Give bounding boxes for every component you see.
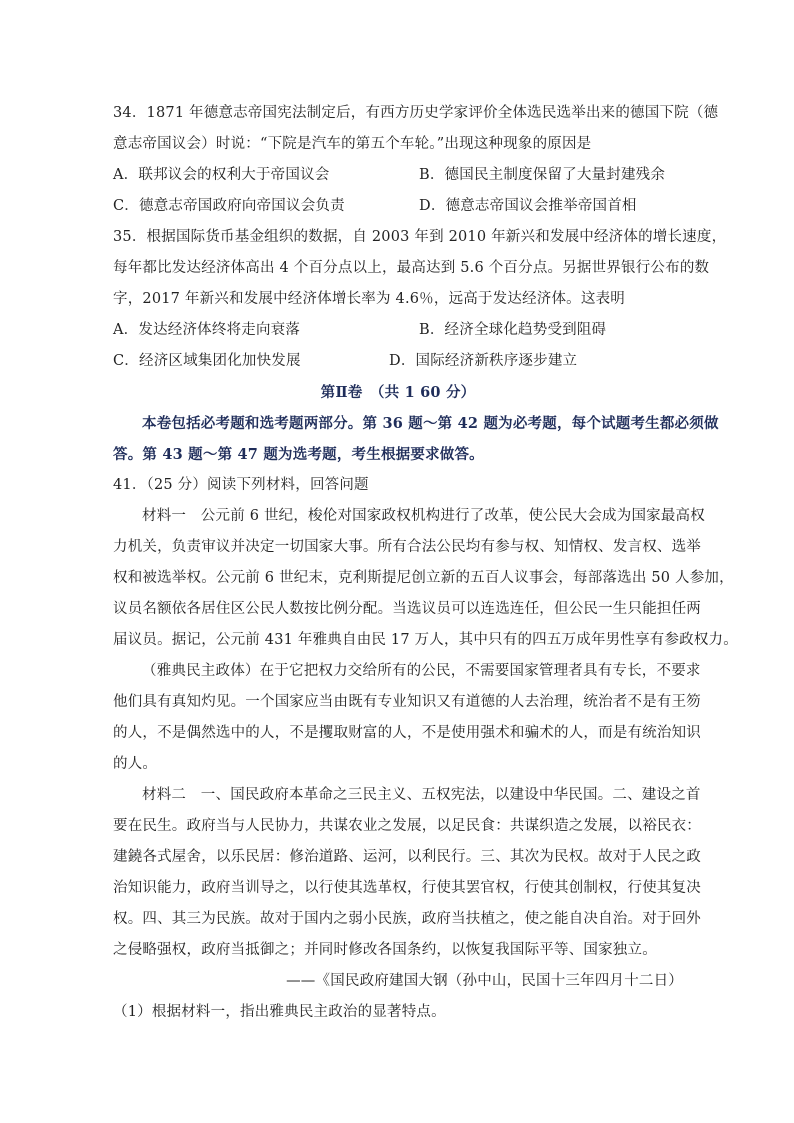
- material-1-line-1: 材料一 公元前 6 世纪，梭伦对国家政权机构进行了改革，使公民大会成为国家最高权: [142, 508, 705, 524]
- section-2-title: 第Ⅱ卷 （共 1 60 分）: [320, 384, 476, 401]
- material-1-quote-line-1: （雅典民主政体）在于它把权力交给所有的公民，不需要国家管理者具有专长，不要求: [142, 663, 701, 679]
- q35-option-c: C．经济区域集团化加快发展: [113, 353, 301, 369]
- q34-options-row-1: [113, 160, 683, 191]
- section-2-intro-line-1: 本卷包括必考题和选考题两部分。第 36 题～第 42 题为必考题，每个试题考生都必须做: [142, 415, 719, 432]
- q35-options-row-1: [113, 315, 683, 346]
- material-2-line-6: 之侵略强权，政府当抵御之；并同时修改各国条约，以恢复我国际平等、国家独立。: [113, 942, 657, 958]
- q35-stem-line-2: 每年都比发达经济体高出 4 个百分点以上，最高达到 5.6 个百分点。另据世界银行公布的数: [113, 260, 710, 276]
- q35-option-a: A．发达经济体终将走向衰落: [113, 322, 301, 338]
- q34-options-row-2: [113, 191, 683, 222]
- q41-subquestion-1: （1）根据材料一，指出雅典民主政治的显著特点。: [113, 1004, 446, 1020]
- exam-page-content: [113, 98, 738, 1028]
- material-1-quote-line-2: 他们具有真知灼见。一个国家应当由既有专业知识又有道德的人去治理，统治者不是有王笏: [113, 694, 701, 710]
- material-1-quote-line-3: 的人，不是偶然选中的人，不是攫取财富的人，不是使用强术和骗术的人，而是有统治知识: [113, 725, 701, 741]
- q34-stem-line-1: 34．1871 年德意志帝国宪法制定后，有西方历史学家评价全体选民选举出来的德国下院（德: [113, 105, 719, 121]
- q35-option-b: B．经济全球化趋势受到阻碍: [419, 322, 607, 338]
- material-2-source: ——《国民政府建国大钢（孙中山，民国十三年四月十二日）: [286, 973, 683, 989]
- material-1-line-4: 议员名额依各居住区公民人数按比例分配。当选议员可以连选连任，但公民一生只能担任两: [113, 601, 701, 617]
- q34-option-d: D．德意志帝国议会推举帝国首相: [419, 198, 637, 214]
- q34-option-a: A．联邦议会的权利大于帝国议会: [113, 167, 330, 183]
- material-2-line-4: 治知识能力，政府当训导之，以行使其选革权，行使其罢官权，行使其创制权，行使其复决: [113, 880, 701, 896]
- q35-options-row-2: [113, 346, 683, 377]
- q35-stem-line-1: 35．根据国际货币基金组织的数据，自 2003 年到 2010 年新兴和发展中经济体的增长速度，: [113, 229, 727, 245]
- material-1-line-3: 权和被选举权。公元前 6 世纪末，克利斯提尼创立新的五百人议事会，每部落选出 50 人参加，: [113, 570, 734, 586]
- q34-stem-line-2: 意志帝国议会）时说：“下院是汽车的第五个车轮。”出现这种现象的原因是: [113, 136, 592, 152]
- material-1-line-5: 届议员。据记，公元前 431 年雅典自由民 17 万人，其中只有的四五万成年男性享有参政权力。: [113, 632, 738, 648]
- material-1-quote-line-4: 的人。: [113, 756, 158, 772]
- material-2-line-3: 建鐃各式屋舍，以乐民居：修治道路、运河，以利民行。三、其次为民权。故对于人民之政: [113, 849, 701, 865]
- material-2-line-5: 权。四、其三为民族。故对于国内之弱小民族，政府当扶植之，使之能自决自治。对于回外: [113, 911, 701, 927]
- q35-stem-line-3: 字，2017 年新兴和发展中经济体增长率为 4.6％，远高于发达经济体。这表明: [113, 291, 625, 307]
- material-1-line-2: 力机关，负责审议并决定一切国家大事。所有合法公民均有参与权、知情权、发言权、选举: [113, 539, 701, 555]
- q41-header: 41．（25 分）阅读下列材料，回答问题: [113, 477, 369, 493]
- section-2-intro-line-2: 答。第 43 题～第 47 题为选考题，考生根据要求做答。: [113, 446, 484, 463]
- q34-option-b: B．德国民主制度保留了大量封建残余: [419, 167, 666, 183]
- q35-option-d: D．国际经济新秩序逐步建立: [389, 353, 578, 369]
- material-2-line-1: 材料二 一、国民政府本革命之三民主义、五权宪法，以建设中华民国。二、建设之首: [142, 787, 701, 803]
- q34-option-c: C．德意志帝国政府向帝国议会负责: [113, 198, 345, 214]
- material-2-line-2: 要在民生。政府当与人民协力，共谋农业之发展，以足民食：共谋织造之发展，以裕民衣：: [113, 818, 701, 834]
